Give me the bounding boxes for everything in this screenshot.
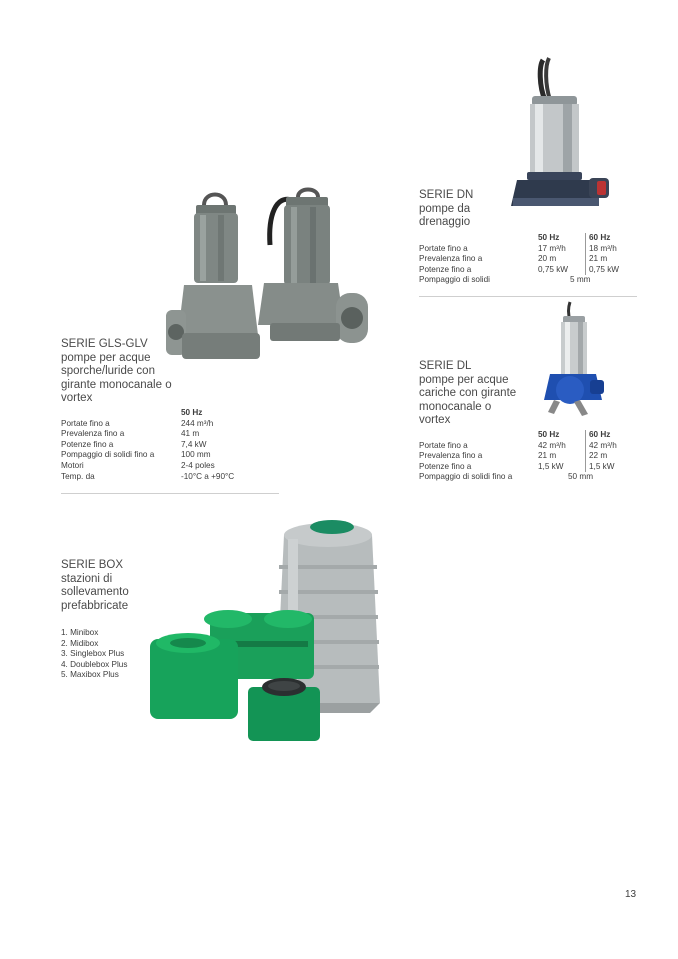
gls-title xyxy=(61,338,172,406)
box-title-line: prefabbricate xyxy=(61,599,129,612)
box-model-list xyxy=(61,628,127,681)
list-item: 3. Singlebox Plus xyxy=(61,649,125,659)
dl-title-line: SERIE DL xyxy=(419,360,472,372)
dn-hz-60: 60 Hz xyxy=(585,233,610,244)
spec-value-60: 0,75 kW xyxy=(585,265,619,276)
gls-title-line: vortex xyxy=(61,392,93,404)
spec-value-50: -10°C a +90°C xyxy=(181,471,235,481)
gls-title-line: sporche/luride con xyxy=(61,365,155,377)
spec-row xyxy=(61,472,279,483)
spec-label: Potenze fino a xyxy=(61,439,114,449)
spec-row xyxy=(419,472,637,483)
list-item: 1. Minibox xyxy=(61,628,99,637)
spec-label: Portate fino a xyxy=(419,440,468,450)
spec-label: Potenze fino a xyxy=(419,264,472,274)
spec-label: Temp. da xyxy=(61,471,95,481)
spec-value-50: 42 m³/h xyxy=(538,440,566,450)
box-title xyxy=(61,559,129,613)
page-number: 13 xyxy=(625,889,637,900)
dl-title-line: pompe per acque xyxy=(419,373,509,386)
spec-row xyxy=(419,254,637,265)
spec-label: Pompaggio di solidi fino a xyxy=(419,472,513,482)
spec-value-50: 41 m xyxy=(181,429,200,439)
dl-hz-50: 50 Hz xyxy=(538,430,560,439)
gls-pumps-photo xyxy=(160,185,375,370)
spec-row xyxy=(61,461,279,472)
dn-title-line: SERIE DN xyxy=(419,189,474,201)
dn-hz-50: 50 Hz xyxy=(538,233,560,242)
gls-spec-table xyxy=(61,408,279,482)
dn-title xyxy=(419,189,473,230)
spec-label: Pompaggio di solidi fino a xyxy=(61,450,155,460)
dl-title-line: cariche con girante xyxy=(419,387,517,399)
gls-title-line: SERIE GLS-GLV xyxy=(61,338,148,350)
spec-value-60: 42 m³/h xyxy=(585,441,617,452)
spec-row xyxy=(419,275,637,286)
dn-spec-table xyxy=(419,233,637,286)
spec-value-60: 18 m³/h xyxy=(585,244,617,255)
box-title-line: stazioni di xyxy=(61,572,113,585)
spec-value-60: 21 m xyxy=(585,254,607,265)
gls-title-line: girante monocanale o xyxy=(61,378,172,391)
dn-pump-photo xyxy=(505,56,615,216)
spec-row xyxy=(61,440,279,451)
spec-label: Prevalenza fino a xyxy=(419,254,483,264)
gls-title-line: pompe per acque xyxy=(61,351,151,364)
dl-title-line: vortex xyxy=(419,414,451,426)
spec-label: Prevalenza fino a xyxy=(419,451,483,461)
gls-hz-50: 50 Hz xyxy=(181,408,203,417)
list-item: 4. Doublebox Plus xyxy=(61,659,128,669)
spec-value-50: 0,75 kW xyxy=(538,264,569,274)
spec-row xyxy=(61,450,279,461)
spec-value-60: 1,5 kW xyxy=(585,462,614,473)
spec-value-50: 100 mm xyxy=(181,450,211,460)
spec-label: Prevalenza fino a xyxy=(61,429,125,439)
spec-label: Portate fino a xyxy=(419,243,468,253)
dl-pump-photo xyxy=(540,300,610,420)
spec-row xyxy=(419,265,637,276)
spec-value-50: 2-4 poles xyxy=(181,460,215,470)
gls-divider xyxy=(61,493,279,494)
dl-hz-60: 60 Hz xyxy=(585,430,610,441)
box-stations-photo xyxy=(148,515,388,745)
spec-value-50: 244 m³/h xyxy=(181,418,214,428)
spec-value-50: 7,4 kW xyxy=(181,439,207,449)
dn-title-line: drenaggio xyxy=(419,216,471,228)
list-item: 5. Maxibox Plus xyxy=(61,670,119,680)
spec-label: Portate fino a xyxy=(61,418,110,428)
spec-value-50: 17 m³/h xyxy=(538,243,566,253)
spec-value: 5 mm xyxy=(570,275,591,285)
spec-label: Pompaggio di solidi xyxy=(419,275,491,285)
dn-title-line: pompe da xyxy=(419,202,471,215)
spec-row xyxy=(419,462,637,473)
box-title-line: sollevamento xyxy=(61,586,129,598)
spec-value: 50 mm xyxy=(568,472,594,482)
spec-row xyxy=(61,419,279,430)
spec-label: Motori xyxy=(61,460,84,470)
dl-title-line: monocanale o xyxy=(419,400,492,413)
spec-row xyxy=(419,441,637,452)
box-title-line: SERIE BOX xyxy=(61,559,123,571)
spec-row xyxy=(61,429,279,440)
spec-row xyxy=(419,244,637,255)
spec-row xyxy=(419,451,637,462)
list-item: 2. Midibox xyxy=(61,638,99,648)
spec-value-50: 20 m xyxy=(538,254,557,264)
dn-divider xyxy=(419,296,637,297)
spec-value-50: 21 m xyxy=(538,451,557,461)
dl-spec-table xyxy=(419,430,637,483)
spec-value-60: 22 m xyxy=(585,451,607,462)
spec-value-50: 1,5 kW xyxy=(538,461,564,471)
spec-label: Potenze fino a xyxy=(419,461,472,471)
dl-title xyxy=(419,360,516,428)
